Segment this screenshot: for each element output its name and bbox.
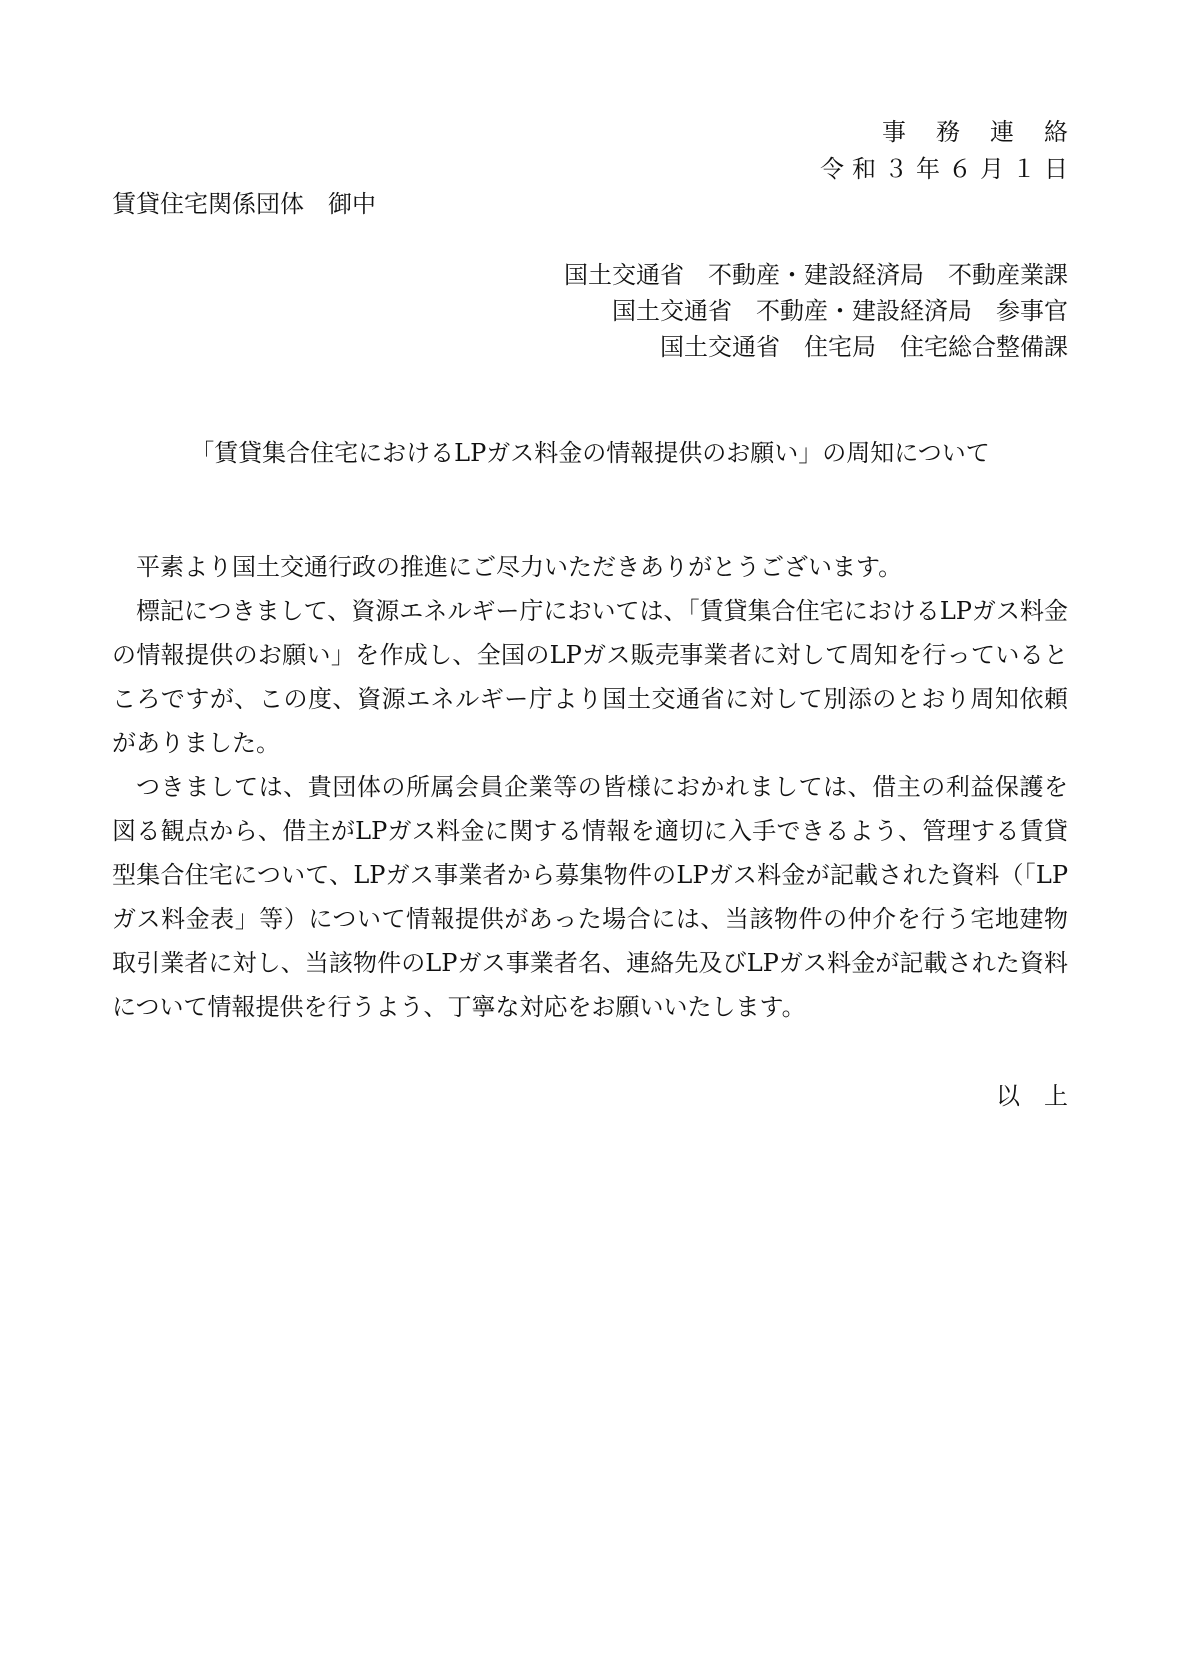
document-date: 令和３年６月１日	[820, 155, 1076, 183]
body-paragraph: 標記につきまして、資源エネルギー庁においては、「賃貸集合住宅におけるLPガス料金の情報提供のお願い」を作成し、全国のLPガス販売事業者に対して周知を行っているところですが、この度、資源エネルギー庁より国土交通省に対して別添のとおり周知依頼がありました。	[112, 597, 1068, 757]
sender-line: 国土交通省 不動産・建設経済局 不動産業課	[564, 261, 1068, 289]
document-type-label: 事務連絡	[882, 118, 1098, 146]
body-paragraph: つきましては、貴団体の所属会員企業等の皆様におかれましては、借主の利益保護を図る観点から、借主がLPガス料金に関する情報を適切に入手できるよう、管理する賃貸型集合住宅について、LPガス事業者から募集物件のLPガス料金が記載された資料（「LPガス料金表」等）について情報提供があった場合には、当該物件の仲介を行う宅地建物取引業者に対し、当該物件のLPガス事業者名、連絡先及びLPガス料金が記載された資料について情報提供を行うよう、丁寧な対応をお願いいたします。	[112, 773, 1068, 1021]
sender-line: 国土交通省 住宅局 住宅総合整備課	[660, 333, 1068, 361]
sender-line: 国土交通省 不動産・建設経済局 参事官	[612, 297, 1068, 325]
subject-title: 「賃貸集合住宅におけるLPガス料金の情報提供のお願い」の周知について	[190, 439, 990, 467]
body-paragraph: 平素より国土交通行政の推進にご尽力いただきありがとうございます。	[136, 553, 903, 581]
closing-remark: 以上	[996, 1082, 1092, 1110]
addressee: 賃貸住宅関係団体 御中	[112, 190, 376, 218]
body-text	[112, 545, 1068, 1029]
